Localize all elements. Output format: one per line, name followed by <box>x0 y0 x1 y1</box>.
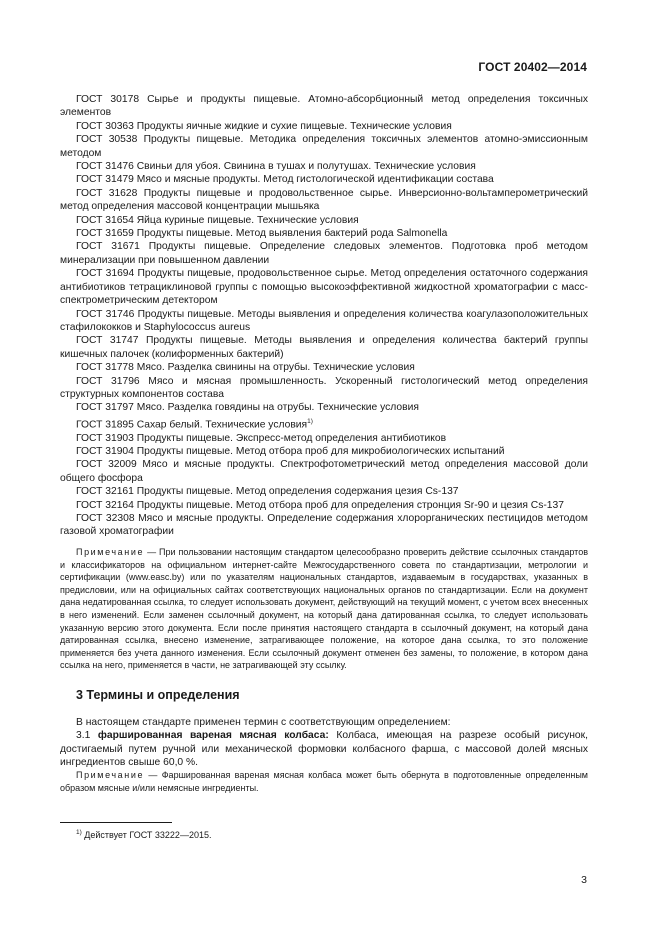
ref-item-text: ГОСТ 31895 Сахар белый. Технические условия <box>76 419 308 431</box>
note-references <box>60 546 588 672</box>
ref-item: ГОСТ 31747 Продукты пищевые. Методы выявления и определения количества бактерий группы кишечных палочек (колиформенных бактерий) <box>60 335 588 360</box>
normative-references-list <box>60 93 588 539</box>
page-number: 3 <box>581 874 587 886</box>
term-definition-text: Колбаса, имеющая на разрезе особый рисунок, достигаемый путем ручной или механической формовки колбасного фарша, с массовой долей мясных ингредиентов свыше 60,0 %. <box>60 730 588 769</box>
term-definition <box>60 729 588 769</box>
note-paragraph <box>60 769 588 794</box>
ref-item: ГОСТ 31797 Мясо. Разделка говядины на отрубы. Технические условия <box>76 402 419 414</box>
note-dash: — <box>144 547 160 557</box>
ref-item: ГОСТ 31796 Мясо и мясная промышленность. Ускоренный гистологический метод определения структурных компонентов состава <box>60 375 588 400</box>
ref-item: ГОСТ 31476 Свиньи для убоя. Свинина в тушах и полутушах. Технические условия <box>76 161 476 173</box>
footnote-divider <box>60 822 172 823</box>
ref-item: ГОСТ 31671 Продукты пищевые. Определение следовых элементов. Подготовка проб методом минерализации при повышенном давлении <box>60 241 588 266</box>
ref-item: ГОСТ 31628 Продукты пищевые и продовольственное сырье. Инверсионно-вольтамперометрический метод определения массовой концентрации мышьяка <box>60 187 588 213</box>
document-code: ГОСТ 20402—2014 <box>478 60 587 74</box>
ref-item: ГОСТ 31479 Мясо и мясные продукты. Метод гистологической идентификации состава <box>76 174 494 186</box>
ref-item: ГОСТ 31659 Продукты пищевые. Метод выявления бактерий рода Salmonella <box>76 228 448 240</box>
ref-item: ГОСТ 31903 Продукты пищевые. Экспресс-метод определения антибиотиков <box>76 432 447 444</box>
footnote-mark: 1) <box>307 417 313 425</box>
ref-item: ГОСТ 32009 Мясо и мясные продукты. Спектрофотометрический метод определения массовой доли общего фосфора <box>60 459 588 484</box>
note-dash: — <box>144 770 162 780</box>
note-label: Примечание <box>76 770 145 780</box>
footnote-mark: 1) <box>76 829 82 836</box>
section-title: 3 Термины и определения <box>76 688 240 702</box>
ref-item: ГОСТ 30178 Сырье и продукты пищевые. Атомно-абсорбционный метод определения токсичных элементов <box>60 94 588 119</box>
section-body <box>60 716 588 770</box>
note-label: Примечание <box>76 547 145 557</box>
ref-item: ГОСТ 31778 Мясо. Разделка свинины на отрубы. Технические условия <box>76 362 415 374</box>
ref-item: ГОСТ 31746 Продукты пищевые. Методы выявления и определения количества коагулазоположительных стафилококков и Staphylococcus aureus <box>60 308 588 333</box>
note-term <box>60 769 588 794</box>
ref-item: ГОСТ 32308 Мясо и мясные продукты. Определение содержания хлорорганических пестицидов методом газовой хроматографии <box>60 513 588 538</box>
footnote <box>76 829 211 840</box>
ref-item: ГОСТ 31694 Продукты пищевые, продовольственное сырье. Метод определения остаточного содержания антибиотиков тетрациклиновой группы с помощью высокоэффективной жидкостной хроматографии с масс-спектрометрическим детектором <box>60 268 588 307</box>
ref-item: ГОСТ 31654 Яйца куриные пищевые. Технические условия <box>76 214 359 226</box>
note-text: При пользовании настоящим стандартом целесообразно проверить действие ссылочных стандартов и классификаторов на официальном интернет-сайте Межгосударственного совета по стандартизации, метрологии и сертификации (www.easc.by) или по указателям национальных стандартов, издаваемым в государствах, указанных в предисловии, или на официальных сайтах соответствующих национальных органов по стандартизации. Если на документ дана недатированная ссылка, то следует использовать документ, действующий на текущий момент, с учетом всех внесенных в него изменений. Если заменен ссылочный документ, на который дана датированная ссылка, то следует использовать указанную версию этого документа. Если после принятия настоящего стандарта в ссылочный документ, на который дана датированная ссылка, внесено изменение, затрагивающее положение, на которое дана ссылка, то это положение применяется без учета данного изменения. Если ссылочный документ отменен без замены, то положение, в котором дана ссылка на него, применяется в части, не затрагивающей эту ссылку. <box>60 547 588 671</box>
section-intro: В настоящем стандарте применен термин с соответствующим определением: <box>76 717 451 728</box>
note-paragraph <box>60 546 588 672</box>
ref-item-with-footnote <box>60 415 588 432</box>
ref-item: ГОСТ 30363 Продукты яичные жидкие и сухие пищевые. Технические условия <box>76 120 452 132</box>
ref-item: ГОСТ 32161 Продукты пищевые. Метод определения содержания цезия Cs-137 <box>76 486 459 498</box>
footnote-text: Действует ГОСТ 33222—2015. <box>81 830 212 840</box>
term-name: фаршированная вареная мясная колбаса: <box>97 730 329 742</box>
term-number: 3.1 <box>76 730 98 742</box>
ref-item: ГОСТ 32164 Продукты пищевые. Метод отбора проб для определения стронция Sr-90 и цезия Cs-137 <box>76 499 564 511</box>
ref-item: ГОСТ 31904 Продукты пищевые. Метод отбора проб для микробиологических испытаний <box>76 445 505 457</box>
note-text: Фаршированная вареная мясная колбаса может быть обернута в подготовленные определенным образом мясные и/или немясные ингредиенты. <box>60 770 588 793</box>
ref-item: ГОСТ 30538 Продукты пищевые. Методика определения токсичных элементов атомно-эмиссионным методом <box>60 134 588 159</box>
